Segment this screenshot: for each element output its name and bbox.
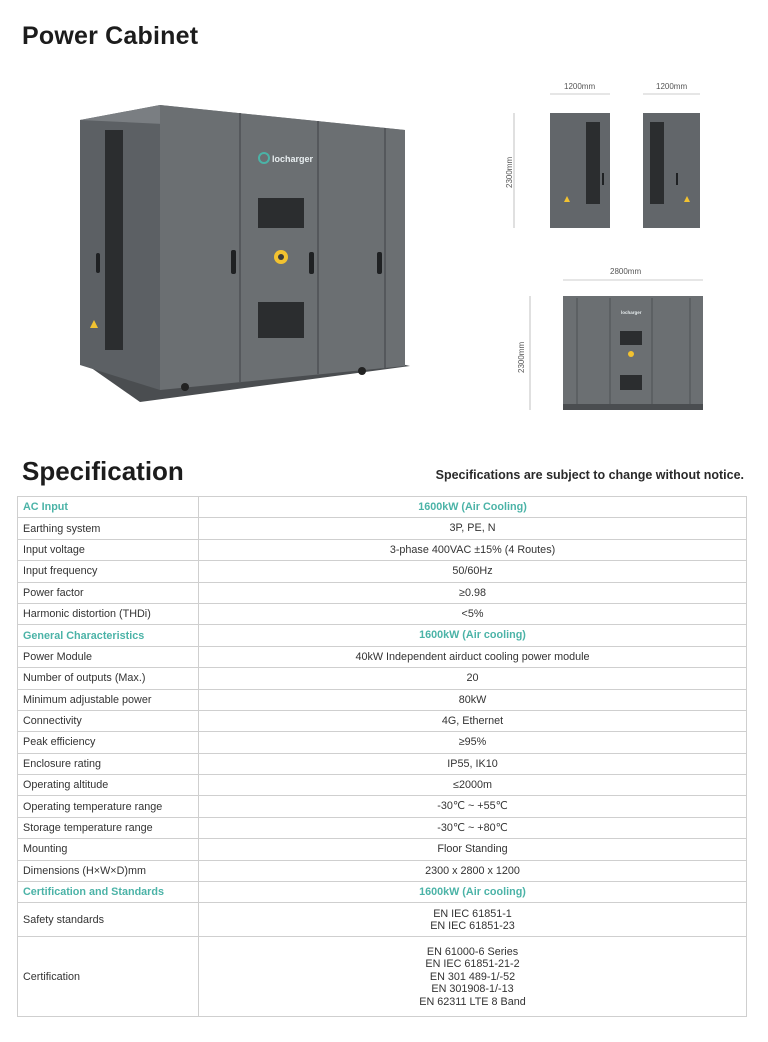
table-row bbox=[18, 603, 747, 624]
page-title: Power Cabinet bbox=[22, 22, 199, 50]
row-value: 20 bbox=[199, 668, 747, 689]
section-value: 1600kW (Air cooling) bbox=[199, 625, 747, 646]
row-value: ≥95% bbox=[199, 732, 747, 753]
row-value: ≤2000m bbox=[199, 775, 747, 796]
dim-front-width: 1200mm bbox=[564, 82, 596, 91]
side-view bbox=[643, 113, 700, 228]
section-label: General Characteristics bbox=[18, 625, 199, 646]
table-row bbox=[18, 582, 747, 603]
dim-full-width: 2800mm bbox=[610, 267, 642, 276]
row-key: Dimensions (H×W×D)mm bbox=[18, 860, 199, 881]
section-row-certification bbox=[18, 882, 747, 903]
table-row bbox=[18, 646, 747, 667]
table-row bbox=[18, 937, 747, 1017]
row-value-line: EN 61000-6 Series bbox=[426, 945, 519, 958]
row-value: 80kW bbox=[199, 689, 747, 710]
row-key: Operating altitude bbox=[18, 775, 199, 796]
row-key: Certification bbox=[18, 937, 199, 1017]
row-value-line: EN 301 489-1/-52 bbox=[429, 970, 516, 983]
table-row bbox=[18, 710, 747, 731]
svg-text:locharger: locharger bbox=[272, 154, 314, 164]
section-value: 1600kW (Air Cooling) bbox=[199, 497, 747, 518]
spec-table bbox=[17, 496, 747, 1017]
row-value bbox=[199, 937, 747, 1017]
table-row bbox=[18, 689, 747, 710]
front-vent-bottom bbox=[258, 302, 304, 338]
row-value-line: EN 301908-1/-13 bbox=[431, 983, 514, 996]
row-key: Input voltage bbox=[18, 539, 199, 560]
door-handle-1 bbox=[231, 250, 236, 274]
table-row bbox=[18, 839, 747, 860]
table-row bbox=[18, 796, 747, 817]
row-key: Connectivity bbox=[18, 710, 199, 731]
door-handle-3 bbox=[377, 252, 382, 274]
row-value: IP55, IK10 bbox=[199, 753, 747, 774]
row-key: Harmonic distortion (THDi) bbox=[18, 603, 199, 624]
spec-title: Specification bbox=[22, 456, 184, 486]
cabinet-front bbox=[160, 105, 405, 390]
table-row bbox=[18, 668, 747, 689]
table-row bbox=[18, 860, 747, 881]
table-row bbox=[18, 732, 747, 753]
svg-text:locharger: locharger bbox=[621, 310, 642, 315]
row-value: -30℃ ~ +55℃ bbox=[199, 796, 747, 817]
row-key: Peak efficiency bbox=[18, 732, 199, 753]
table-row bbox=[18, 753, 747, 774]
row-key: Power Module bbox=[18, 646, 199, 667]
row-value: 3P, PE, N bbox=[199, 518, 747, 539]
row-value-line: EN IEC 61851-1 bbox=[433, 907, 512, 920]
section-label: Certification and Standards bbox=[18, 882, 199, 903]
front-view bbox=[550, 113, 610, 228]
table-row bbox=[18, 775, 747, 796]
row-key: Input frequency bbox=[18, 561, 199, 582]
row-value-line: EN 62311 LTE 8 Band bbox=[419, 995, 526, 1008]
table-row bbox=[18, 817, 747, 838]
table-row bbox=[18, 539, 747, 560]
row-value: 4G, Ethernet bbox=[199, 710, 747, 731]
table-row bbox=[18, 518, 747, 539]
row-key: Enclosure rating bbox=[18, 753, 199, 774]
section-row-ac-input bbox=[18, 497, 747, 518]
section-row-general bbox=[18, 625, 747, 646]
door-handle-2 bbox=[309, 252, 314, 274]
dim-side-width: 1200mm bbox=[656, 82, 688, 91]
dim-height-top: 2300mm bbox=[505, 156, 514, 188]
row-value: 50/60Hz bbox=[199, 561, 747, 582]
section-value: 1600kW (Air cooling) bbox=[199, 882, 747, 903]
row-value: 2300 x 2800 x 1200 bbox=[199, 860, 747, 881]
full-front-view bbox=[563, 296, 703, 410]
row-key: Earthing system bbox=[18, 518, 199, 539]
dim-height-bottom: 2300mm bbox=[517, 341, 526, 373]
row-key: Minimum adjustable power bbox=[18, 689, 199, 710]
row-value-line: EN IEC 61851-21-2 bbox=[425, 958, 520, 971]
row-key: Storage temperature range bbox=[18, 817, 199, 838]
row-key: Safety standards bbox=[18, 903, 199, 937]
spec-note: Specifications are subject to change without notice. bbox=[435, 468, 744, 482]
row-value: Floor Standing bbox=[199, 839, 747, 860]
row-value-line: EN IEC 61851-23 bbox=[430, 919, 515, 932]
power-cabinet-image bbox=[60, 90, 420, 410]
row-value: <5% bbox=[199, 603, 747, 624]
table-row bbox=[18, 561, 747, 582]
dimension-views bbox=[500, 78, 730, 418]
row-value: -30℃ ~ +80℃ bbox=[199, 817, 747, 838]
row-key: Number of outputs (Max.) bbox=[18, 668, 199, 689]
table-row bbox=[18, 903, 747, 937]
row-value bbox=[199, 903, 747, 937]
row-key: Mounting bbox=[18, 839, 199, 860]
row-value: 40kW Independent airduct cooling power module bbox=[199, 646, 747, 667]
front-vent-top bbox=[258, 198, 304, 228]
section-label: AC Input bbox=[18, 497, 199, 518]
row-key: Power factor bbox=[18, 582, 199, 603]
row-key: Operating temperature range bbox=[18, 796, 199, 817]
side-vent bbox=[105, 130, 123, 350]
row-value: ≥0.98 bbox=[199, 582, 747, 603]
row-value: 3-phase 400VAC ±15% (4 Routes) bbox=[199, 539, 747, 560]
